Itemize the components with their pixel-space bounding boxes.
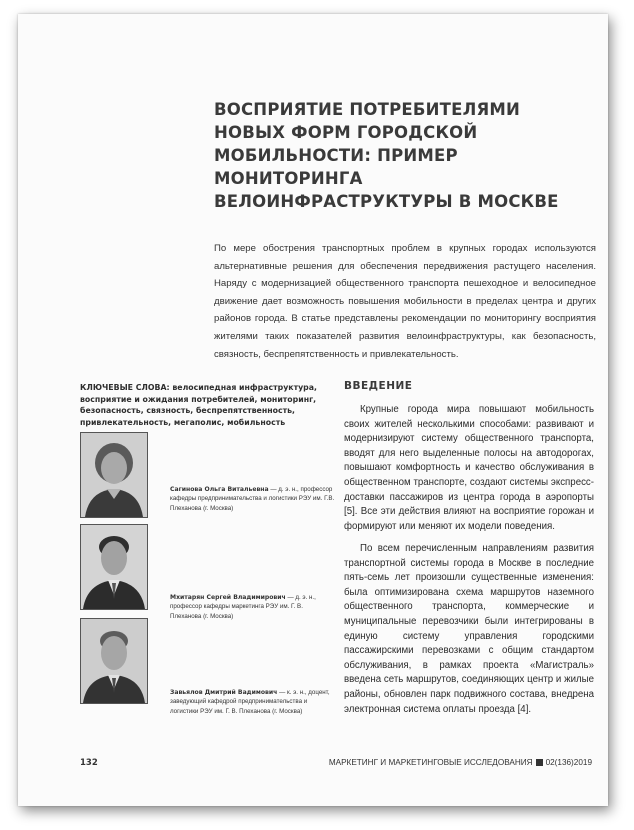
author-details: — д. э. н., профессор кафедры маркетинга РЭУ им. Г. В. Плеханова (г. Москва): [170, 594, 316, 620]
journal-issue: 02(136)2019: [545, 758, 592, 767]
body-paragraph-2: По всем перечисленным направлениям развития транспортной системы города в Москве в последние пять-семь лет произошли существенные изменения: была оптимизирована схема маршрутов наземного общественного транспорта, коммерческие и муниципальные перевозчики были интегрированы в единую систему управления городскими пассажирскими перевозками с общим стандартом обслуживания, в рамках проекта «Магистраль» введена сеть маршрутов, соединяющих центр и жилые районы, обновлен парк подвижного состава, внедрена электронная система оплаты проезда [4].: [344, 543, 594, 715]
square-separator-icon: [536, 759, 543, 766]
article-abstract: По мере обострения транспортных проблем в крупных городах используются альтернативные решения для обеспечения передвижения растущего населения. Наряду с модернизацией общественного транспорта пешеходное и велосипедное движение дает возможность повышения мобильности в пределах центра и других районов города. В статье представлены рекомендации по мониторингу восприятия жителями таких показателей развития велоинфраструктуры, как безопасность, связность, беспрепятственность и привлекательность.: [214, 243, 596, 360]
author-name: Завьялов Дмитрий Вадимович: [170, 689, 278, 696]
journal-page: [18, 14, 608, 806]
author-portrait-2: [81, 525, 147, 609]
journal-name: МАРКЕТИНГ И МАРКЕТИНГОВЫЕ ИССЛЕДОВАНИЯ: [328, 758, 533, 767]
author-name: Мхитарян Сергей Владимирович: [170, 594, 286, 601]
keywords-label: КЛЮЧЕВЫЕ СЛОВА:: [80, 383, 170, 392]
author-portrait-3: [81, 619, 147, 703]
page-number: 132: [80, 758, 98, 768]
section-heading: ВВЕДЕНИЕ: [344, 380, 413, 392]
author-details: — д. э. н., профессор кафедры предпринимательства и логистики РЭУ им. Г.В. Плеханова (г. Москва): [170, 486, 335, 512]
article-title: ВОСПРИЯТИЕ ПОТРЕБИТЕЛЯМИ НОВЫХ ФОРМ ГОРОДСКОЙ МОБИЛЬНОСТИ: ПРИМЕР МОНИТОРИНГА ВЕЛОИНФРАСТРУКТУРЫ В МОСКВЕ: [214, 100, 559, 211]
keywords-block: [80, 382, 330, 428]
author-details: — к. э. н., доцент, заведующий кафедрой предпринимательства и логистики РЭУ им. Г. В. Плеханова (г. Москва): [170, 689, 330, 715]
author-name: Сагинова Ольга Витальевна: [170, 486, 269, 493]
author-info: [170, 688, 335, 716]
body-paragraph-1: Крупные города мира повышают мобильность своих жителей несколькими способами: развивают и модернизируют систему общественного транспорта, вводят для него выделенные полосы на автодорогах, повышают комфортность и качество обслуживания в общественном транспорте, создают системы экспресс-доставки пассажиров из центра города в аэропорты [5]. Все эти действия влияют на восприятие горожан и формируют или меняют их модели поведения.: [344, 404, 594, 532]
author-info: [170, 593, 335, 621]
author-photo: [80, 524, 148, 610]
author-portrait-1: [81, 433, 147, 517]
author-info: [170, 485, 335, 513]
journal-footer: [329, 758, 592, 767]
author-photo: [80, 618, 148, 704]
keywords-text: велосипедная инфраструктура, восприятие и ожидания потребителей, мониторинг, безопасность, связность, беспрепятственность, привлекательность, мегаполис, мобильность: [80, 383, 317, 427]
author-photo: [80, 432, 148, 518]
